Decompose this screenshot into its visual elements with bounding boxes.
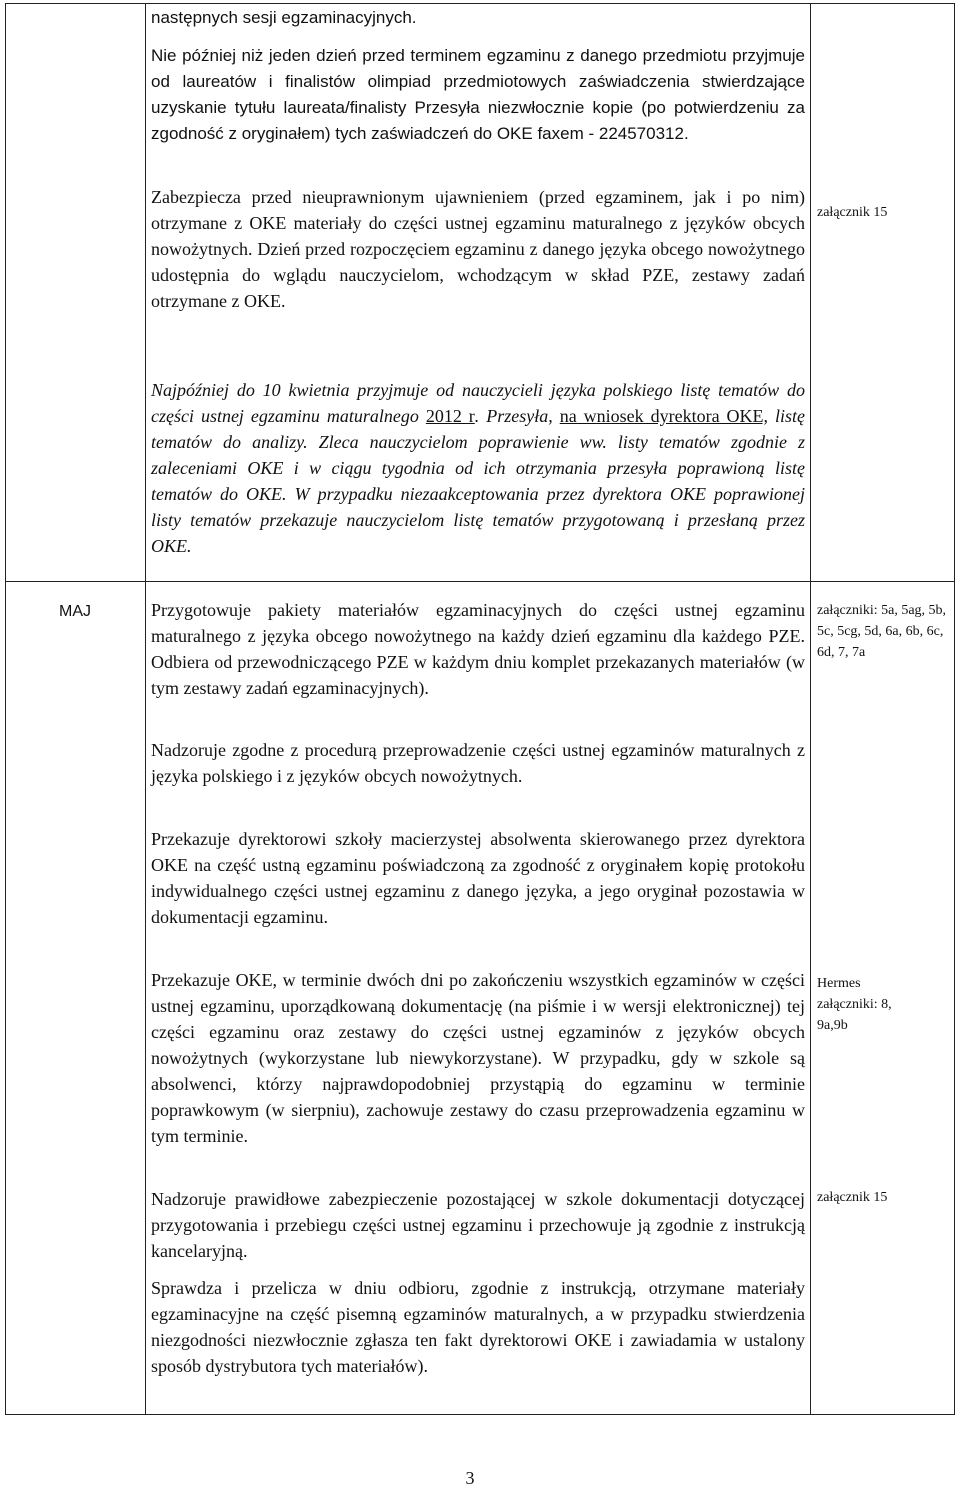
month-label: MAJ [59,603,91,620]
note-packages: załączniki: 5a, 5ag, 5b, 5c, 5cg, 5d, 6a, 6b, 6c, 6d, 7, 7a [817,603,947,660]
schedule-table [5,3,955,1415]
note-security: załącznik 15 [817,205,888,220]
task-transfer-text: Przekazuje dyrektorowi szkoły macierzystej absolwenta skierowanego przez dyrektora OKE na część ustną egzaminu poświadczoną za zgodność z oryginałem kopię protokołu indywidualnego części ustnej egzaminu z danego języka, a jego oryginał pozostawia w dokumentacji egzaminu. [151,829,805,927]
task-oke-text: Przekazuje OKE, w terminie dwóch dni po zakończeniu wszystkich egzaminów w części ustnej egzaminu, uporządkowaną dokumentację (na piśmie i w wersji elektronicznej) tej części egzaminu oraz zestawy do części ustnej egzaminów z języków obcych nowożytnych (wykorzystane lub niewykorzystane). W przypadku, gdy w szkole są absolwenci, którzy najprawdopodobniej przystąpią do egzaminu w terminie poprawkowym (w sierpniu), zachowuje zestawy do czasu przeprowadzenia egzaminu w tym terminie. [151,970,805,1146]
note-storage: załącznik 15 [817,1190,888,1205]
table-border-left [5,3,6,1415]
task-intro-text: następnych sesji egzaminacyjnych. [151,8,417,27]
task-check-text: Sprawdza i przelicza w dniu odbioru, zgodnie z instrukcją, otrzymane materiały egzaminacyjne na część pisemną egzaminów maturalnych, a w przypadku stwierdzenia niezgodności niezwłocznie zgłasza ten fakt dyrektorowi OKE i zawiadamia w ustalony sposób dystrybutora tych materiałów). [151,1278,805,1376]
row-divider [5,581,955,582]
table-border-bottom [5,1414,955,1415]
table-border-top [5,3,955,4]
column-divider-1 [145,3,146,1415]
page-number: 3 [465,1468,475,1488]
column-divider-2 [810,3,811,1415]
table-border-right [954,3,955,1415]
task-security-text: Zabezpiecza przed nieuprawnionym ujawnieniem (przed egzaminem, jak i po nim) otrzymane z OKE materiały do części ustnej egzaminu maturalnego z języków obcych nowożytnych. Dzień przed rozpoczęciem egzaminu z danego języka obcego nowożytnego udostępnia do wglądu nauczycielom, wchodzącym w skład PZE, zestawy zadań otrzymane z OKE. [151,187,805,311]
task-supervise-text: Nadzoruje zgodne z procedurą przeprowadzenie części ustnej egzaminów maturalnych z języka polskiego i z języków obcych nowożytnych. [151,740,805,786]
note-oke: Hermes załączniki: 8, 9a,9b [817,976,892,1033]
task-olimpiad-text: Nie później niż jeden dzień przed terminem egzaminu z danego przedmiotu przyjmuje od laureatów i finalistów olimpiad przedmiotowych zaświadczenia stwierdzające uzyskanie tytułu laureata/finalisty Przesyła niezwłocznie kopie (po potwierdzeniu za zgodność z oryginałem) tych zaświadczeń do OKE faxem - 224570312. [151,46,805,143]
task-packages-text: Przygotowuje pakiety materiałów egzaminacyjnych do części ustnej egzaminu maturalnego z języka obcego nowożytnego na każdy dzień egzaminu dla każdego PZE. Odbiera od przewodniczącego PZE w każdym dniu komplet przekazanych materiałów (w tym zestawy zadań egzaminacyjnych). [151,600,805,698]
task-storage-text: Nadzoruje prawidłowe zabezpieczenie pozostającej w szkole dokumentacji dotyczącej przygotowania i przebiegu części ustnej egzaminu i przechowuje ją zgodnie z instrukcją kancelaryjną. [151,1189,805,1261]
task-topics-text: Najpóźniej do 10 kwietnia przyjmuje od nauczycieli języka polskiego listę tematów do części ustnej egzaminu maturalnego 2012 r. Przesyła, na wniosek dyrektora OKE, listę tematów do analizy. Zleca nauczycielom poprawienie ww. listy tematów zgodnie z zaleceniami OKE i w ciągu tygodnia od ich otrzymania przesyła poprawioną listę tematów do OKE. W przypadku niezaakceptowania przez dyrektora OKE poprawionej listy tematów przekazuje nauczycielom listę tematów przygotowaną i przesłaną przez OKE. [151,380,806,556]
